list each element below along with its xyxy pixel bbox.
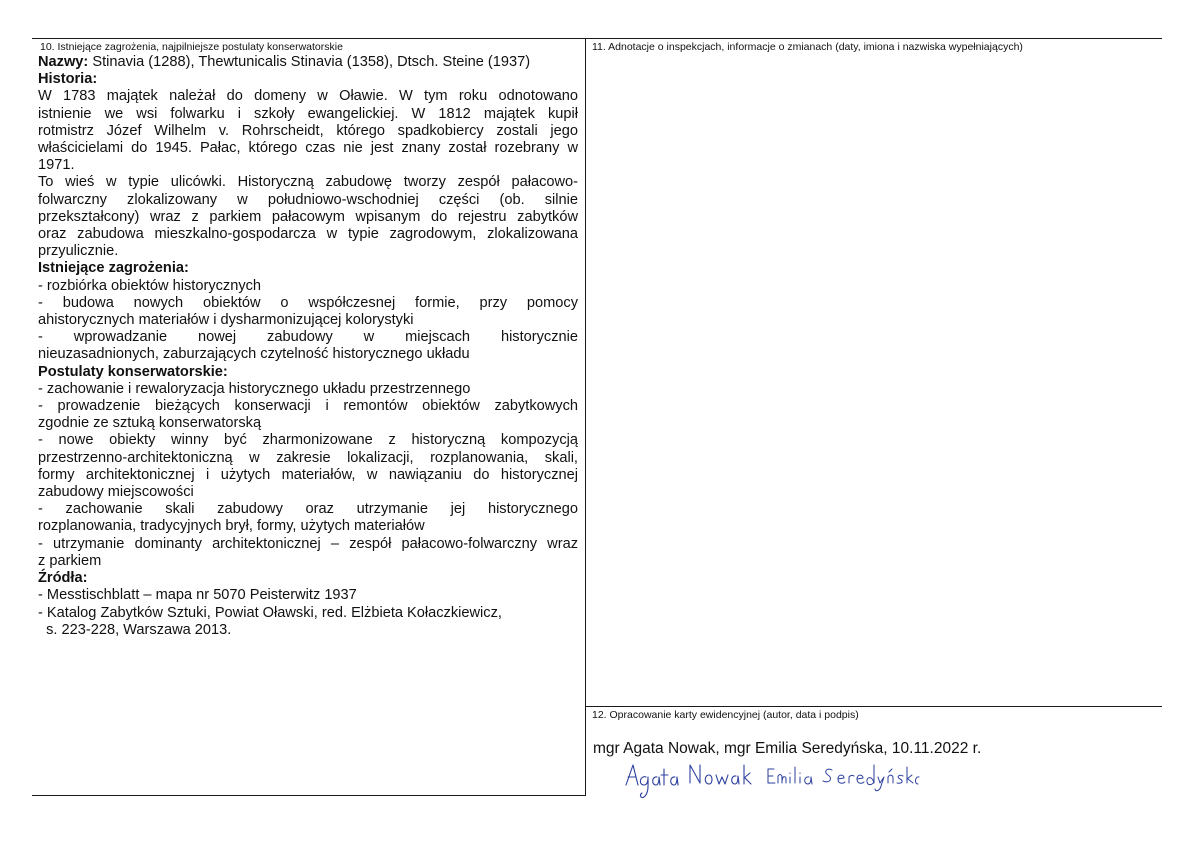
postulate-item: - utrzymanie dominanty architektonicznej – zespół pałacowo-folwarczny wraz <box>38 535 578 552</box>
top-border <box>32 38 1162 39</box>
threats-heading: Istniejące zagrożenia: <box>38 260 189 277</box>
names-label: Nazwy: <box>38 54 89 70</box>
section-10-body <box>38 54 578 639</box>
section-12-top-border <box>585 706 1162 707</box>
postulate-item: zabudowy miejscowości <box>38 484 194 501</box>
source-item: s. 223-228, Warszawa 2013. <box>38 621 232 638</box>
history-line: rotmistrz Józef Wilhelm v. Rohrscheidt, którego spadkobiercy zostali jego <box>38 122 578 139</box>
postulate-item: rozplanowania, tradycyjnych brył, formy, użytych materiałów <box>38 518 425 535</box>
handwritten-signatures <box>620 755 920 805</box>
postulate-item: - zachowanie i rewaloryzacja historycznego układu przestrzennego <box>38 380 471 397</box>
threat-item: ahistorycznych materiałów i dysharmonizującej kolorystyki <box>38 312 414 329</box>
postulates-heading: Postulaty konserwatorskie: <box>38 363 228 380</box>
threat-item: - rozbiórka obiektów historycznych <box>38 277 262 294</box>
names-row <box>38 54 578 71</box>
threat-item: nieuzasadnionych, zaburzających czytelność historycznego układu <box>38 346 470 363</box>
postulate-item: - nowe obiekty winny być zharmonizowane z historyczną kompozycją <box>38 432 578 449</box>
section-10-heading: 10. Istniejące zagrożenia, najpilniejsze postulaty konserwatorskie <box>40 41 343 53</box>
source-item: - Katalog Zabytków Sztuki, Powiat Oławski, red. Elżbieta Kołaczkiewicz, <box>38 604 502 621</box>
sources-heading: Źródła: <box>38 570 88 587</box>
history-line: To wieś w typie ulicówki. Historyczną zabudowę tworzy zespół pałacowo- <box>38 174 578 191</box>
threat-item: - wprowadzanie nowej zabudowy w miejscach historycznie <box>38 329 578 346</box>
history-line: 1971. <box>38 157 75 174</box>
bottom-border <box>32 795 586 796</box>
history-line: istnienie we wsi folwarku i szkoły ewangelickiej. W 1812 majątek kupił <box>38 105 578 122</box>
postulate-item: - prowadzenie bieżących konserwacji i remontów obiektów zabytkowych <box>38 398 578 415</box>
history-line: oraz zabudowa mieszkalno-gospodarcza w typie zagrodowym, zlokalizowana <box>38 226 578 243</box>
history-line: W 1783 majątek należał do domeny w Oławie. W tym roku odnotowano <box>38 88 578 105</box>
section-12-heading: 12. Opracowanie karty ewidencyjnej (autor, data i podpis) <box>592 709 859 721</box>
postulate-item: z parkiem <box>38 552 102 569</box>
postulate-item: zgodnie ze sztuką konserwatorską <box>38 415 262 432</box>
postulate-item: - zachowanie skali zabudowy oraz utrzymanie jej historycznego <box>38 501 578 518</box>
authors-line: mgr Agata Nowak, mgr Emilia Seredyńska, 10.11.2022 r. <box>593 740 982 757</box>
history-line: przyulicznie. <box>38 243 119 260</box>
names-value: Stinavia (1288), Thewtunicalis Stinavia (1358), Dtsch. Steine (1937) <box>88 54 531 70</box>
signature-agata-nowak <box>626 765 751 798</box>
column-divider <box>585 38 586 796</box>
history-line: przekształcony) wraz z parkiem pałacowym wpisanym do rejestru zabytków <box>38 208 578 225</box>
history-line: folwarczny zlokalizowany w południowo-wschodniej części (ob. silnie <box>38 191 578 208</box>
postulate-item: przestrzenno-architektoniczną w zakresie lokalizacji, rozplanowania, skali, <box>38 449 578 466</box>
postulate-item: formy architektonicznej i użytych materiałów, w nawiązaniu do historycznej <box>38 466 578 483</box>
threat-item: - budowa nowych obiektów o współczesnej formie, przy pomocy <box>38 294 578 311</box>
signature-emilia-seredynska <box>768 765 919 791</box>
section-11-heading: 11. Adnotacje o inspekcjach, informacje o zmianach (daty, imiona i nazwiska wypełniających) <box>592 41 1023 53</box>
history-line: właścicielami do 1945. Pałac, którego czas nie jest znany został rozebrany w <box>38 140 578 157</box>
history-heading: Historia: <box>38 71 98 88</box>
source-item: - Messtischblatt – mapa nr 5070 Peisterwitz 1937 <box>38 587 357 604</box>
